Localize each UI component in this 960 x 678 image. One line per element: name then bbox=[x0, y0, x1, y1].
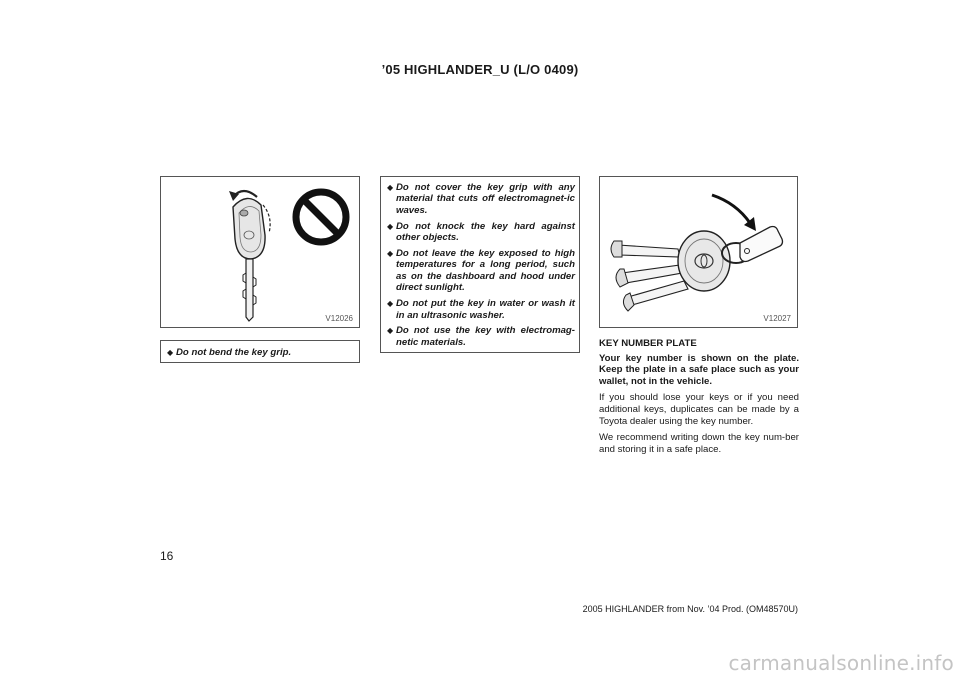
caution-text: Do not put the key in water or wash it in an ultrasonic washer. bbox=[396, 298, 575, 321]
key-bend-illustration bbox=[161, 177, 359, 327]
caution-item bbox=[167, 347, 353, 358]
key-ring-illustration bbox=[600, 177, 797, 327]
caution-item bbox=[387, 221, 575, 244]
section-paragraph: If you should lose your keys or if you need additional keys, duplicates can be made by a Toyota dealer using the key number. bbox=[599, 392, 799, 427]
section-emphasis-text: Your key number is shown on the plate. Keep the plate in a safe place such as your wallet, not in the vehicle. bbox=[599, 352, 799, 387]
diamond-bullet-icon: ◆ bbox=[387, 249, 394, 259]
section-paragraph: We recommend writing down the key num-ber and storing it in a safe place. bbox=[599, 432, 799, 455]
page-footer: 2005 HIGHLANDER from Nov. ’04 Prod. (OM48570U) bbox=[582, 604, 798, 614]
caution-item bbox=[387, 248, 575, 294]
caution-text: Do not leave the key exposed to high temperatures for a long period, such as on the dashboard and hood under direct sunlight. bbox=[396, 248, 575, 294]
page-number: 16 bbox=[160, 549, 174, 563]
key-number-plate-figure bbox=[599, 176, 798, 328]
key-bend-figure bbox=[160, 176, 360, 328]
caution-item bbox=[387, 325, 575, 348]
caution-box-key-handling bbox=[380, 176, 580, 353]
section-title: KEY NUMBER PLATE bbox=[599, 338, 697, 349]
caution-item bbox=[387, 298, 575, 321]
arrow-icon bbox=[712, 195, 756, 231]
page-header-title: ’05 HIGHLANDER_U (L/O 0409) bbox=[381, 62, 579, 77]
caution-box-bend bbox=[160, 340, 360, 363]
key-ring-icon bbox=[611, 231, 750, 311]
key-number-plate-section bbox=[599, 338, 799, 460]
caution-item bbox=[387, 182, 575, 216]
caution-text: Do not knock the key hard against other objects. bbox=[396, 220, 575, 244]
diamond-bullet-icon: ◆ bbox=[387, 326, 394, 336]
caution-text: Do not use the key with electromag-netic materials. bbox=[396, 325, 575, 348]
figure-code: V12027 bbox=[763, 314, 791, 323]
diamond-bullet-icon: ◆ bbox=[387, 299, 394, 309]
caution-text: Do not cover the key grip with any material that cuts off electromagnet-ic waves. bbox=[396, 182, 575, 216]
caution-text: Do not bend the key grip. bbox=[176, 347, 292, 358]
watermark: carmanualsonline.info bbox=[728, 651, 954, 675]
key-number-plate-icon bbox=[740, 227, 783, 262]
key-icon bbox=[233, 198, 265, 321]
diamond-bullet-icon: ◆ bbox=[387, 221, 394, 231]
prohibited-icon bbox=[296, 192, 346, 242]
figure-code: V12026 bbox=[325, 314, 353, 323]
diamond-bullet-icon: ◆ bbox=[167, 348, 174, 357]
diamond-bullet-icon: ◆ bbox=[387, 183, 394, 192]
